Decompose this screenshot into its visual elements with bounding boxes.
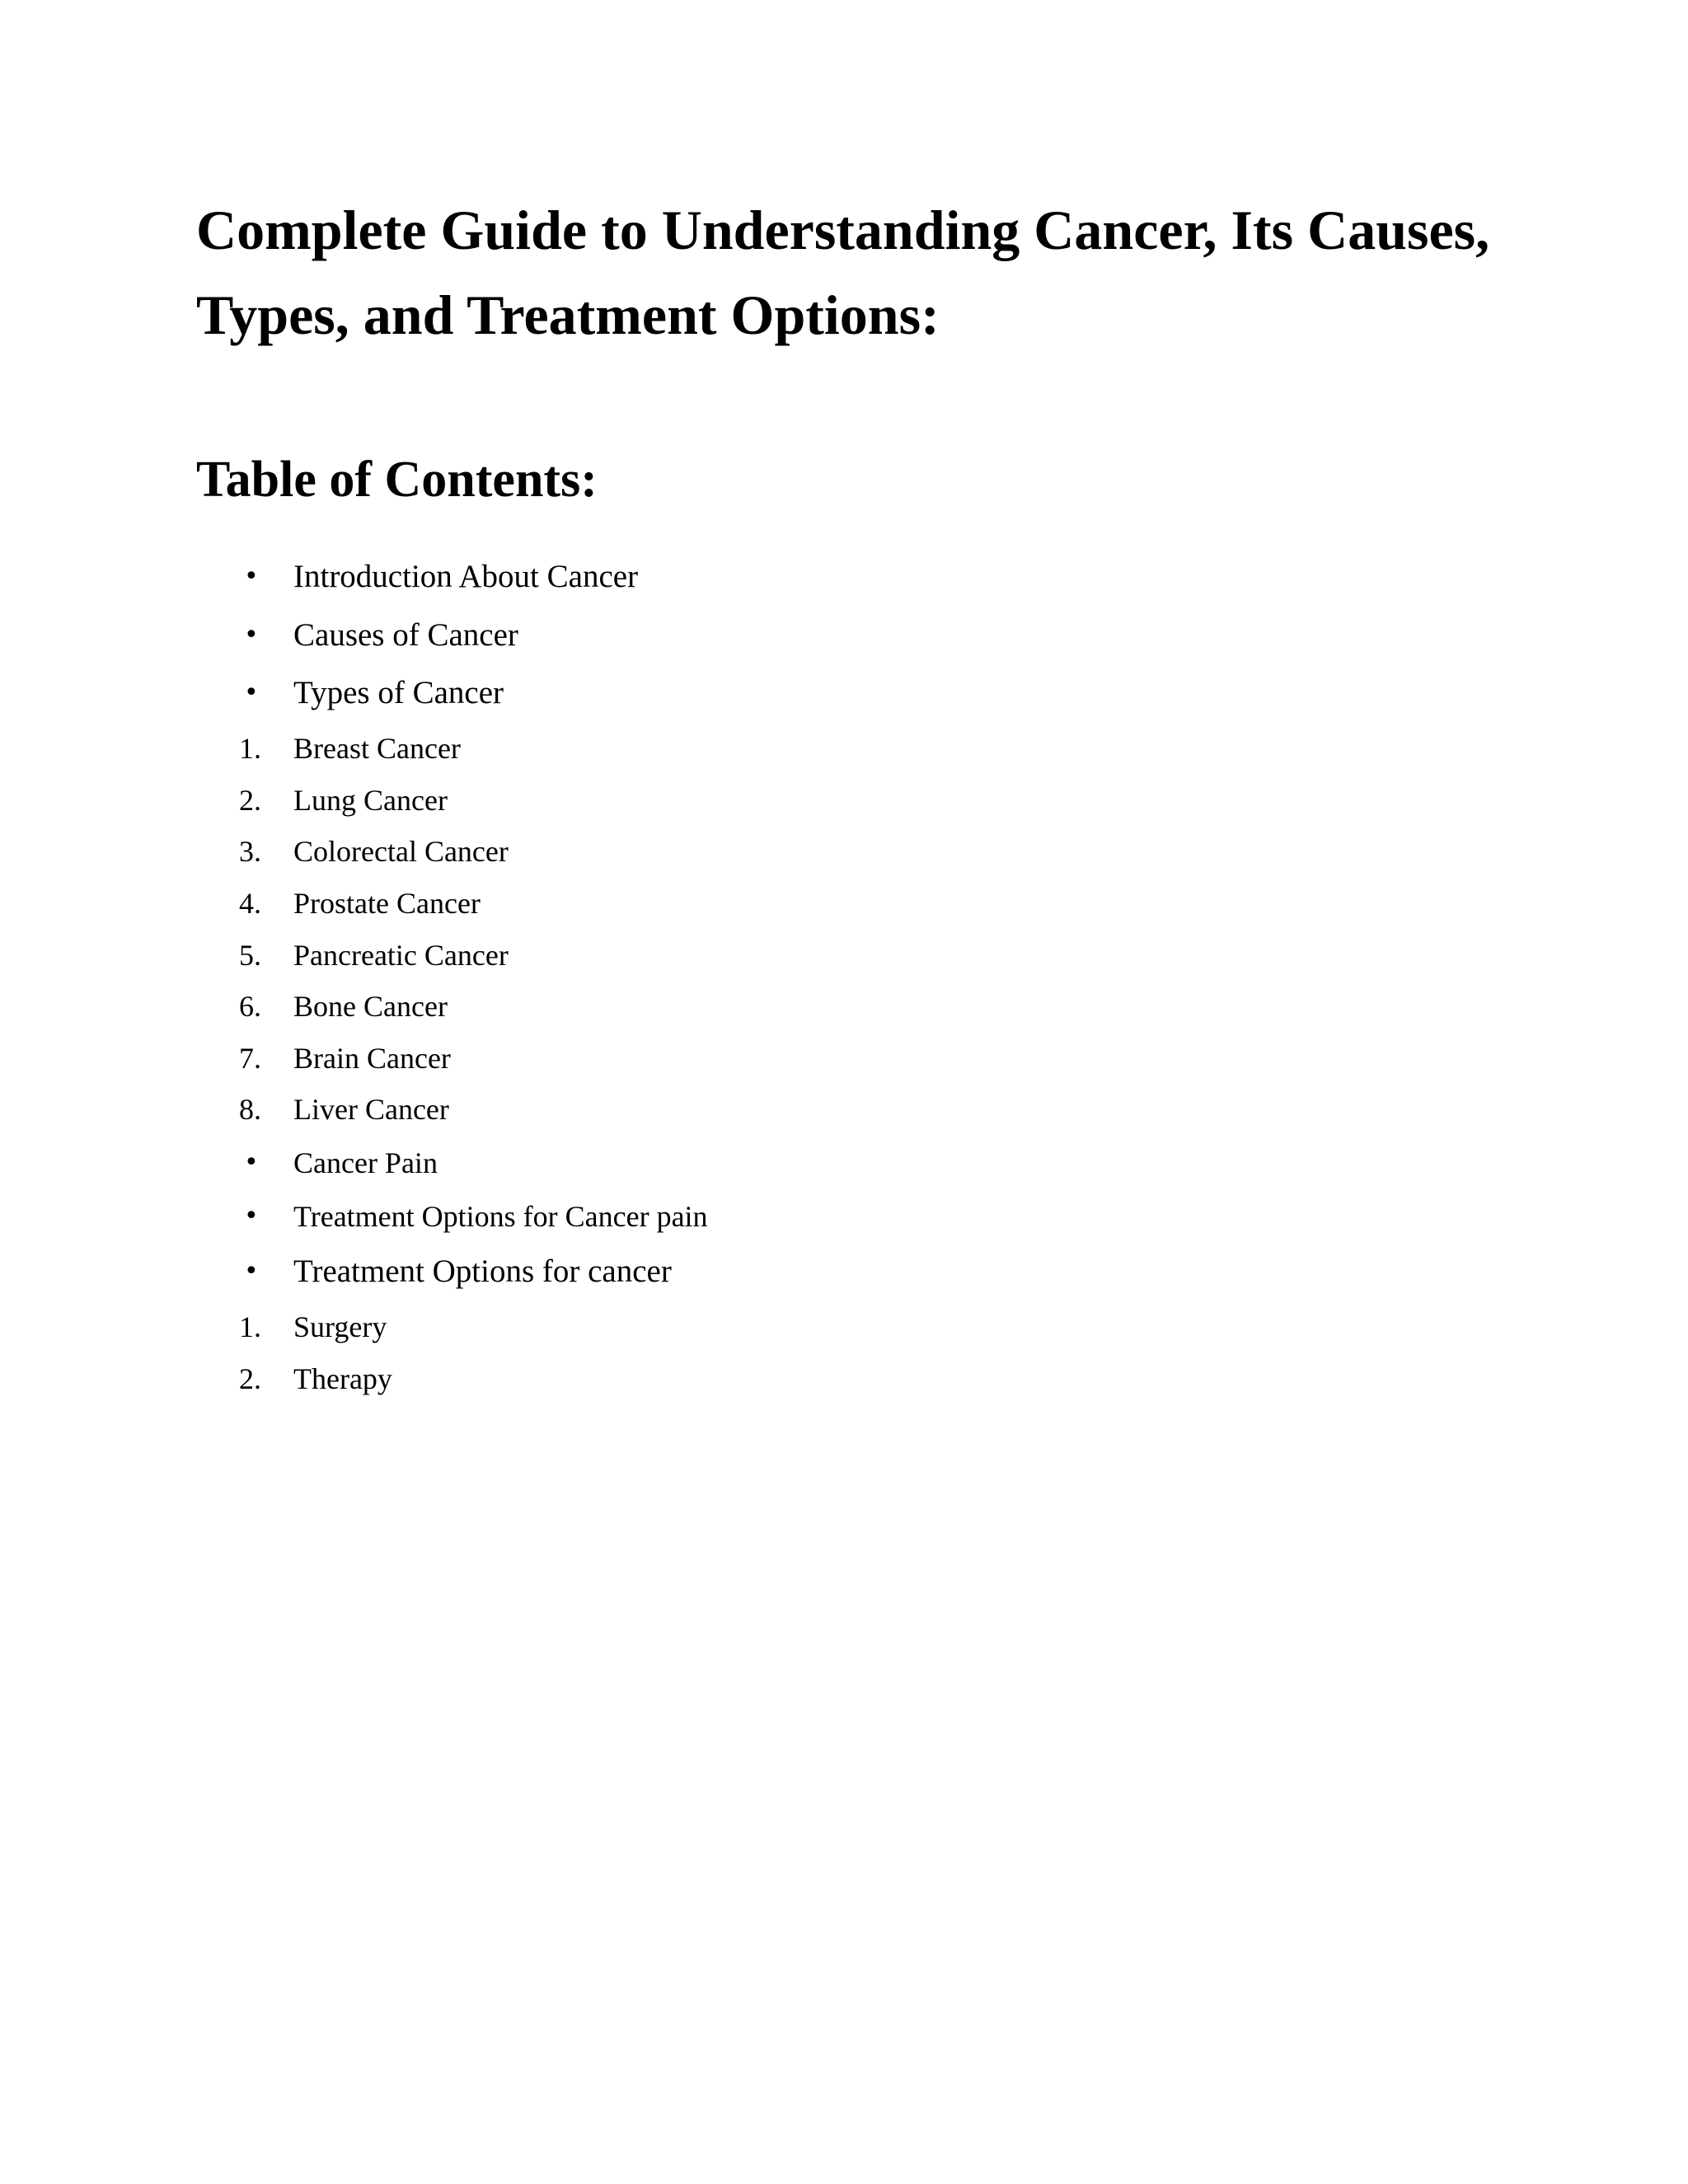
toc-item-text: Introduction About Cancer (293, 559, 639, 594)
toc-item-text: Surgery (293, 1310, 387, 1343)
number-marker: 6. (239, 990, 261, 1023)
toc-item-text: Liver Cancer (293, 1093, 449, 1126)
bullet-marker: • (244, 1148, 259, 1177)
toc-item-text: Types of Cancer (293, 675, 504, 710)
number-marker: 2. (239, 784, 261, 817)
toc-item-text: Cancer Pain (293, 1146, 438, 1179)
bullet-marker: • (244, 1257, 259, 1286)
toc-item-text: Treatment Options for cancer (293, 1254, 672, 1289)
toc-item-text: Causes of Cancer (293, 617, 518, 653)
number-marker: 2. (239, 1362, 261, 1395)
number-marker: 3. (239, 835, 261, 868)
number-marker: 7. (239, 1042, 261, 1075)
number-marker: 5. (239, 939, 261, 972)
number-marker: 1. (239, 1310, 261, 1343)
toc-item-text: Breast Cancer (293, 732, 461, 765)
toc-item-text: Therapy (293, 1362, 392, 1395)
toc-heading: Table of Contents: (196, 452, 598, 508)
toc-item-text: Bone Cancer (293, 990, 448, 1023)
document-title: Complete Guide to Understanding Cancer, Its Causes, Types, and Treatment Options: (196, 199, 1490, 346)
bullet-marker: • (244, 621, 259, 649)
number-marker: 1. (239, 732, 261, 765)
toc-item-text: Brain Cancer (293, 1042, 451, 1075)
number-marker: 4. (239, 887, 261, 920)
bullet-marker: • (244, 1202, 259, 1230)
bullet-marker: • (244, 562, 259, 591)
toc-item-text: Prostate Cancer (293, 887, 481, 920)
toc-item-text: Lung Cancer (293, 784, 448, 817)
toc-item-text: Pancreatic Cancer (293, 939, 509, 972)
toc-item-text: Colorectal Cancer (293, 835, 509, 868)
toc-item-text: Treatment Options for Cancer pain (293, 1200, 708, 1233)
bullet-marker: • (244, 678, 259, 707)
number-marker: 8. (239, 1093, 261, 1126)
